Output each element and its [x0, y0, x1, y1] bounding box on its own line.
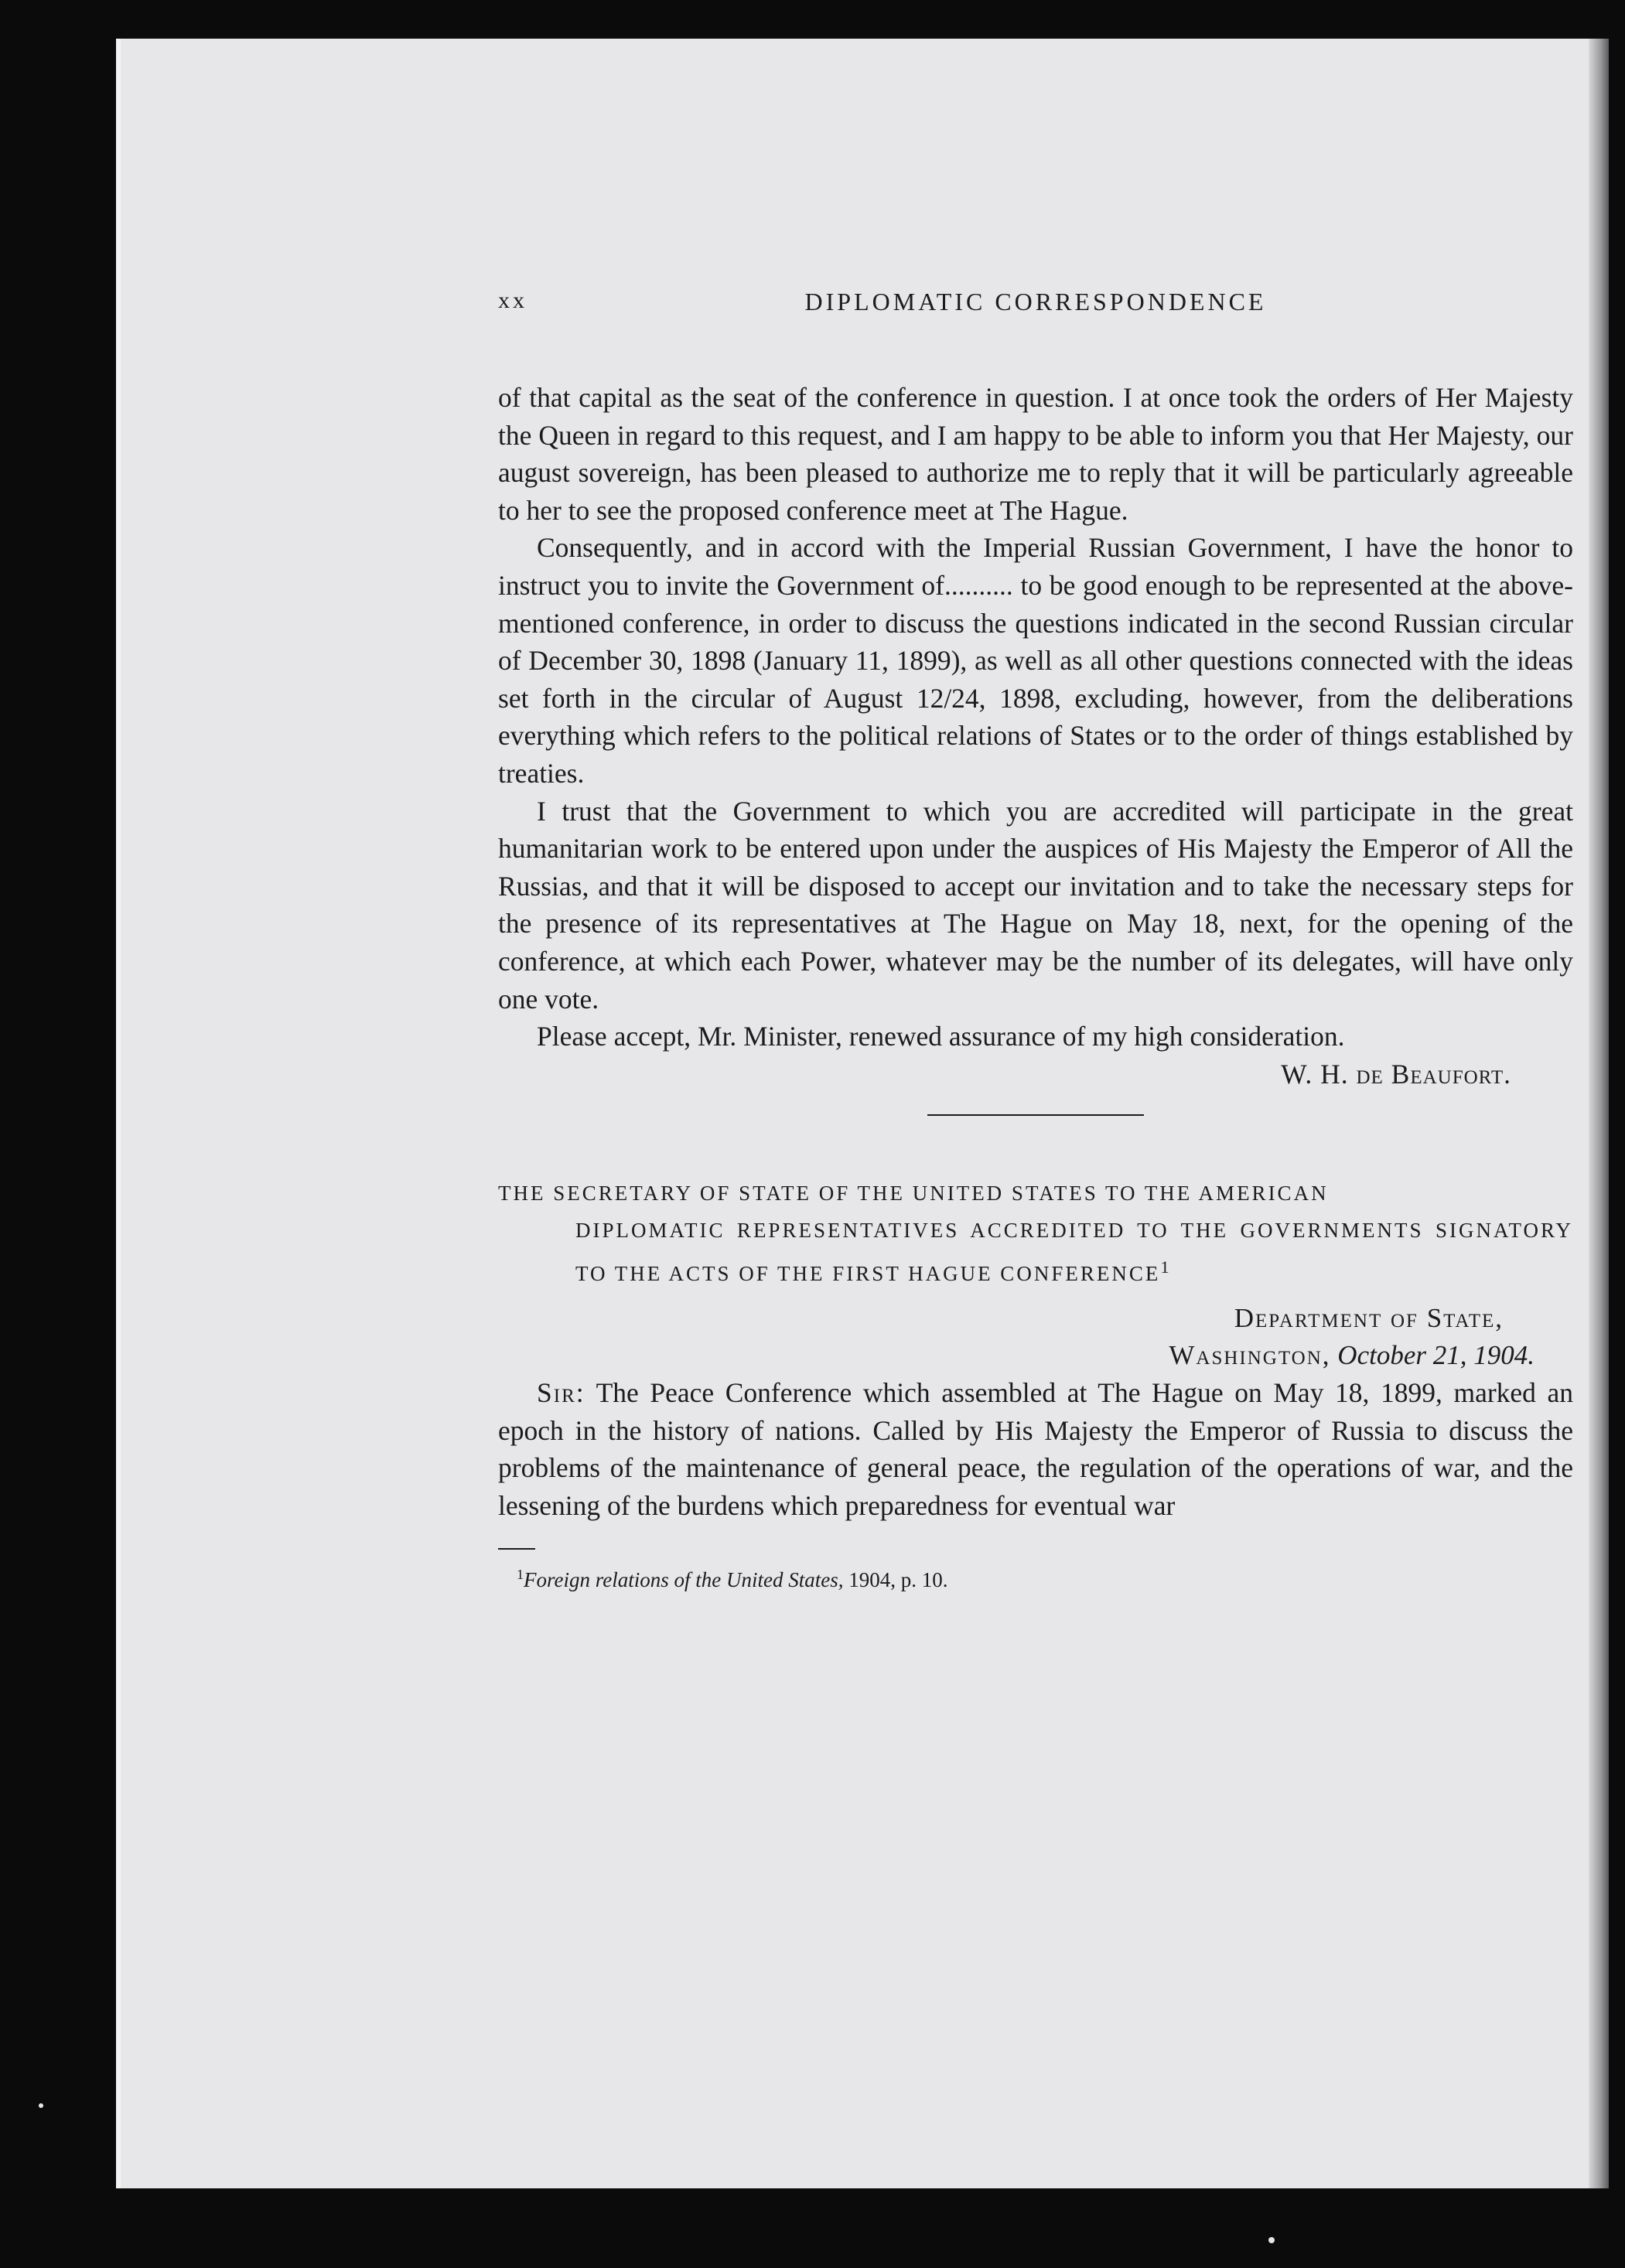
dispatch-paragraph	[498, 1374, 1573, 1524]
letter-paragraph-3: I trust that the Government to which you are accredited will participate in the great humanitarian work to be entered upon under the auspices of His Majesty the Emperor of All the Russias, and that it will be disposed to accept our invitation and to take the necessary steps for the presence of its representatives at The Hague on May 18, next, for the opening of the conference, at which each Power, whatever may be the number of its delegates, will have only one vote.	[498, 795, 1573, 1015]
scan-speck	[1268, 2237, 1275, 2243]
heading-line-2	[498, 1212, 1573, 1292]
dateline-department: Department of State,	[1234, 1303, 1504, 1334]
page-number: xx	[498, 288, 527, 313]
heading-footnote-mark: 1	[1160, 1257, 1172, 1277]
page-edge-shadow	[1589, 39, 1609, 2188]
dispatch-text: The Peace Conference which assembled at The Hague on May 18, 1899, marked an epoch in the history of nations. Called by His Majesty the Emperor of Russia to discuss the problems of the maintenance of general peace, the regulation of the operations of war, and the lessening of the burdens which preparedness for eventual war	[498, 1377, 1573, 1522]
dateline-date: October 21, 1904.	[1337, 1340, 1535, 1371]
letter-paragraph-2: Consequently, and in accord with the Imperial Russian Government, I have the honor to instruct you to invite the Government of.......... to be good enough to be represented at the above-mentioned conference, in order to discuss the questions indicated in the second Russian circular of December 30, 1898 (January 11, 1899), as well as all other questions connected with the ideas set forth in the circular of August 12/24, 1898, excluding, however, from the deliberations everything which refers to the political relations of States or to the order of things established by treaties.	[498, 532, 1573, 789]
dateline-place: Washington,	[1169, 1340, 1331, 1371]
signature: W. H. de Beaufort.	[1281, 1058, 1511, 1090]
footnote-mark: 1	[517, 1566, 524, 1582]
section-divider	[927, 1114, 1144, 1116]
footnote-rule	[498, 1548, 535, 1550]
dateline	[498, 1300, 1573, 1374]
document-heading	[498, 1175, 1573, 1292]
heading-line-2-text: DIPLOMATIC REPRESENTATIVES ACCREDITED TO THE GOVERNMENTS SIGNATORY TO THE ACTS OF THE FIRST HAGUE CONFERENCE	[575, 1219, 1573, 1286]
heading-line-1: THE SECRETARY OF STATE OF THE UNITED STATES TO THE AMERICAN	[498, 1182, 1329, 1206]
scan-speck	[39, 2103, 43, 2108]
footnote-title: Foreign relations of the United States,	[524, 1567, 844, 1591]
scan-speck	[1350, 43, 1356, 49]
main-text	[498, 379, 1573, 1594]
salutation: Sir:	[537, 1377, 585, 1409]
book-page	[116, 39, 1609, 2188]
footnote-rest: 1904, p. 10.	[848, 1567, 948, 1591]
letter-paragraph-1: of that capital as the seat of the conference in question. I at once took the orders of Her Majesty the Queen in regard to this request, and I am happy to be able to inform you that Her Majesty, our august sovereign, has been pleased to authorize me to reply that it will be particularly agreeable to her to see the proposed conference meet at The Hague.	[498, 382, 1573, 526]
running-head: DIPLOMATIC CORRESPONDENCE	[804, 288, 1267, 315]
footnote	[498, 1560, 1573, 1594]
page-header	[498, 288, 1573, 334]
letter-paragraph-4: Please accept, Mr. Minister, renewed assurance of my high consideration.	[537, 1021, 1345, 1052]
